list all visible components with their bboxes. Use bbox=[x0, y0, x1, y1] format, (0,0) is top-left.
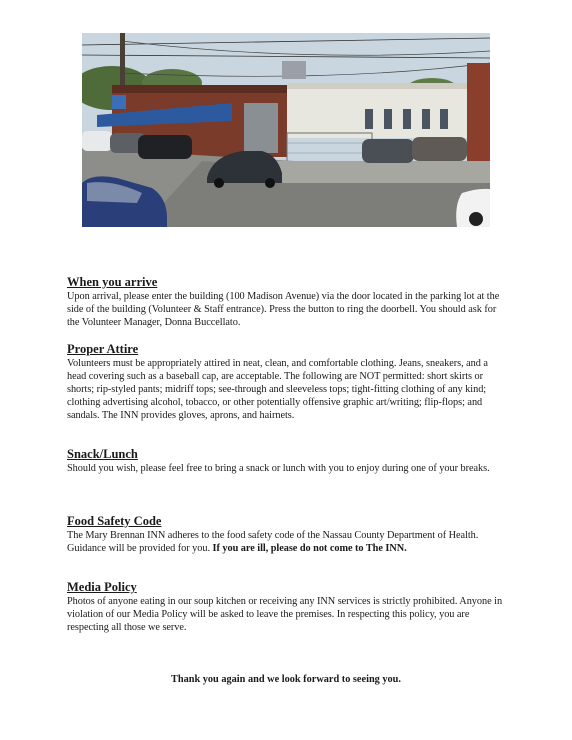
building-photo bbox=[82, 33, 490, 227]
section-body: Volunteers must be appropriately attired in neat, clean, and comfortable clothing. Jeans, sneakers, and a head covering such as a baseball cap, are acceptable. The following are NOT permitted: short skirts or shorts; rip-styled pants; midriff tops; see-through and sleeveless tops; tight-fitting clothing of any kind; clothing advertising alcohol, tobacco, or other potentially offensive graphic art/writing; flip-flops; and sandals. The INN provides gloves, aprons, and hairnets. bbox=[67, 358, 488, 422]
section-when-you-arrive bbox=[67, 275, 507, 329]
section-heading: Snack/Lunch bbox=[67, 447, 138, 461]
section-body bbox=[67, 529, 507, 555]
section-heading: Food Safety Code bbox=[67, 514, 162, 528]
section-body: Photos of anyone eating in our soup kitchen or receiving any INN services is strictly prohibited. Anyone in violation of our Media Policy will be asked to leave the premises. In respecting this policy, you are respecting all those we serve. bbox=[67, 596, 503, 634]
section-body: Upon arrival, please enter the building (100 Madison Avenue) via the door located in the parking lot at the side of the building (Volunteer & Staff entrance). Press the button to ring the doorbell. You should ask for the Volunteer Manager, Donna Buccellato. bbox=[67, 291, 500, 329]
section-food-safety-code bbox=[67, 514, 507, 555]
food-safety-warning: If you are ill, please do not come to The INN. bbox=[212, 543, 407, 555]
section-heading: When you arrive bbox=[67, 275, 158, 289]
section-snack-lunch bbox=[67, 447, 507, 475]
section-heading: Proper Attire bbox=[67, 342, 139, 356]
section-heading: Media Policy bbox=[67, 580, 137, 594]
section-media-policy bbox=[67, 580, 507, 634]
closing-message: Thank you again and we look forward to seeing you. bbox=[170, 674, 401, 685]
building-photo-illustration bbox=[82, 33, 490, 227]
section-proper-attire bbox=[67, 342, 507, 422]
food-safety-text: The Mary Brennan INN adheres to the food safety code of the Nassau County Department of Health. Guidance will be provided for you. bbox=[67, 530, 479, 555]
section-body: Should you wish, please feel free to bring a snack or lunch with you to enjoy during one of your breaks. bbox=[67, 463, 490, 474]
